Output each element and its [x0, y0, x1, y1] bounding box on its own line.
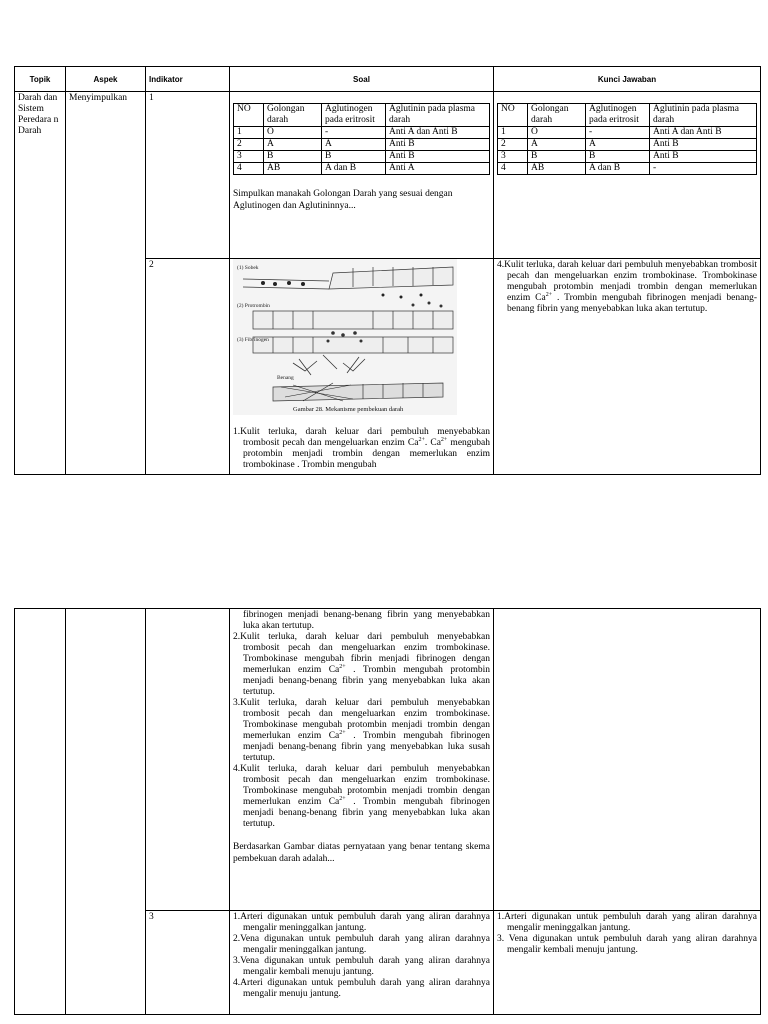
topik-cell: Darah dan Sistem Peredara n Darah — [15, 92, 66, 475]
q3-option-1: 1.Arteri digunakan untuk pembuluh darah yang aliran darahnya mengalir meninggalkan jantung. — [233, 912, 490, 933]
answer-option-3: 3.Kulit terluka, darah keluar dari pembuluh menyebabkan trombosit pecah dan mengeluarkan enzim trombokinase. Trombokinase mengubah protombin menjadi trombin dengan memerlukan enzim $Ca^{2+}$ . Trombin mengubah fibrinogen menjadi benang-benang fibrin yang menyebabkan luka susah tertutup. — [233, 698, 490, 763]
kunci-2-continued — [494, 609, 761, 911]
figure-caption: Gambar 28. Mekanisme pembekuan darah — [293, 406, 404, 413]
header-kunci-jawaban: Kunci Jawaban — [494, 67, 761, 92]
kunci-2 — [494, 259, 761, 475]
question-1-text: Simpulkan manakah Golongan Darah yang sesuai dengan Aglutinogen dan Aglutininnya... — [233, 189, 453, 211]
indikator-2-continued — [146, 609, 230, 911]
soal-2 — [230, 259, 494, 475]
q3-key-2: 3. Vena digunakan untuk pembuluh darah yang aliran darahnya mengalir kembali menuju jantung. — [497, 934, 757, 955]
table-row: 3 B B Anti B — [234, 151, 490, 163]
topik-cell-continued — [15, 609, 66, 1015]
answer-key-2: 4.Kulit terluka, darah keluar dari pembuluh menyebabkan trombosit pecah dan mengeluarkan enzim trombokinase. Trombokinase mengubah protombin menjadi trombin dengan memerlukan enzim $Ca^{2+}$ . Trombin mengubah fibrinogen menjadi benang-benang fibrin yang menyebabkan luka akan tertutup. — [497, 260, 758, 314]
assessment-table-page-2 — [14, 608, 761, 1015]
figure-label-2: (2) Protrombin — [237, 303, 270, 309]
header-aspek: Aspek — [66, 67, 146, 92]
table-row: 1 O - Anti A dan Anti B — [498, 127, 757, 139]
figure-label-3: (3) Fibrinogen — [237, 337, 269, 343]
soal-table-header: NO Golongan darah Aglutinogen pada eritrosit Aglutinin pada plasma darah — [234, 104, 490, 127]
q3-option-3: 3.Vena digunakan untuk pembuluh darah yang aliran darahnya mengalir kembali menuju jantung. — [233, 956, 490, 977]
q3-key-1: 1.Arteri digunakan untuk pembuluh darah yang aliran darahnya mengalir meninggalkan jantung. — [497, 912, 757, 933]
header-topik: Topik — [15, 67, 66, 92]
header-indikator: Indikator — [146, 67, 230, 92]
header-soal: Soal — [230, 67, 494, 92]
question-2-text: Berdasarkan Gambar diatas pernyataan yang benar tentang skema pembekuan darah adalah... — [233, 842, 490, 864]
answer-option-2: 2.Kulit terluka, darah keluar dari pembuluh menyebabkan trombosit pecah dan mengeluarkan enzim trombokinase. Trombokinase mengubah fibrin menjadi fibrinogen dengan memerlukan enzim $Ca^{2+}$ . Trombin mengubah protombin menjadi benang-benang fibrin yang menyebabkan luka akan tertutup. — [233, 632, 490, 697]
soal-blood-type-table — [233, 103, 490, 175]
indikator-3: 3 — [146, 911, 230, 1015]
answer-option-1-end: fibrinogen menjadi benang-benang fibrin yang menyebabkan luka akan tertutup. — [243, 610, 490, 631]
kunci-blood-type-table — [497, 103, 757, 175]
soal-3 — [230, 911, 494, 1015]
q3-option-2: 2.Vena digunakan untuk pembuluh darah yang aliran darahnya mengalir meninggalkan jantung. — [233, 934, 490, 955]
table-row: 3 B B Anti B — [498, 151, 757, 163]
table-row: 4 AB A dan B Anti A — [234, 163, 490, 175]
blood-clotting-figure — [233, 259, 457, 415]
indikator-2: 2 — [146, 259, 230, 475]
q3-option-4: 4.Arteri digunakan untuk pembuluh darah yang aliran darahnya mengalir menuju jantung. — [233, 978, 490, 999]
figure-label-1: (1) Sobek — [237, 265, 259, 271]
table-row: 4 AB A dan B - — [498, 163, 757, 175]
aspek-cell-continued — [66, 609, 146, 1015]
answer-option-4: 4.Kulit terluka, darah keluar dari pembuluh menyebabkan trombosit pecah dan mengeluarkan enzim trombokinase. Trombokinase mengubah protombin menjadi trombin dengan memerlukan enzim $Ca^{2+}$ . Trombin mengubah fibrinogen menjadi benang-benang fibrin yang menyebabkan luka akan tertutup. — [233, 764, 490, 829]
table-row: 1 O - Anti A dan Anti B — [234, 127, 490, 139]
kunci-3 — [494, 911, 761, 1015]
indikator-1: 1 — [146, 92, 230, 259]
aspek-cell: Menyimpulkan — [66, 92, 146, 475]
table-row: 2 A A Anti B — [234, 139, 490, 151]
kunci-1 — [494, 92, 761, 259]
soal-2-continued — [230, 609, 494, 911]
soal-1 — [230, 92, 494, 259]
kunci-table-header: NO Golongan darah Aglutinogen pada eritrosit Aglutinin pada plasma darah — [498, 104, 757, 127]
assessment-table-page-1 — [14, 66, 761, 475]
table-row: 2 A A Anti B — [498, 139, 757, 151]
answer-option-1-start: 1.Kulit terluka, darah keluar dari pembuluh menyebabkan trombosit pecah dan mengeluarkan enzim $Ca^{2+}$. $Ca^{2+}$ mengubah protombin menjadi trombin dengan memerlukan enzim trombokinase . Trombin mengubah — [233, 427, 491, 470]
figure-label-4: Benang — [277, 375, 294, 381]
